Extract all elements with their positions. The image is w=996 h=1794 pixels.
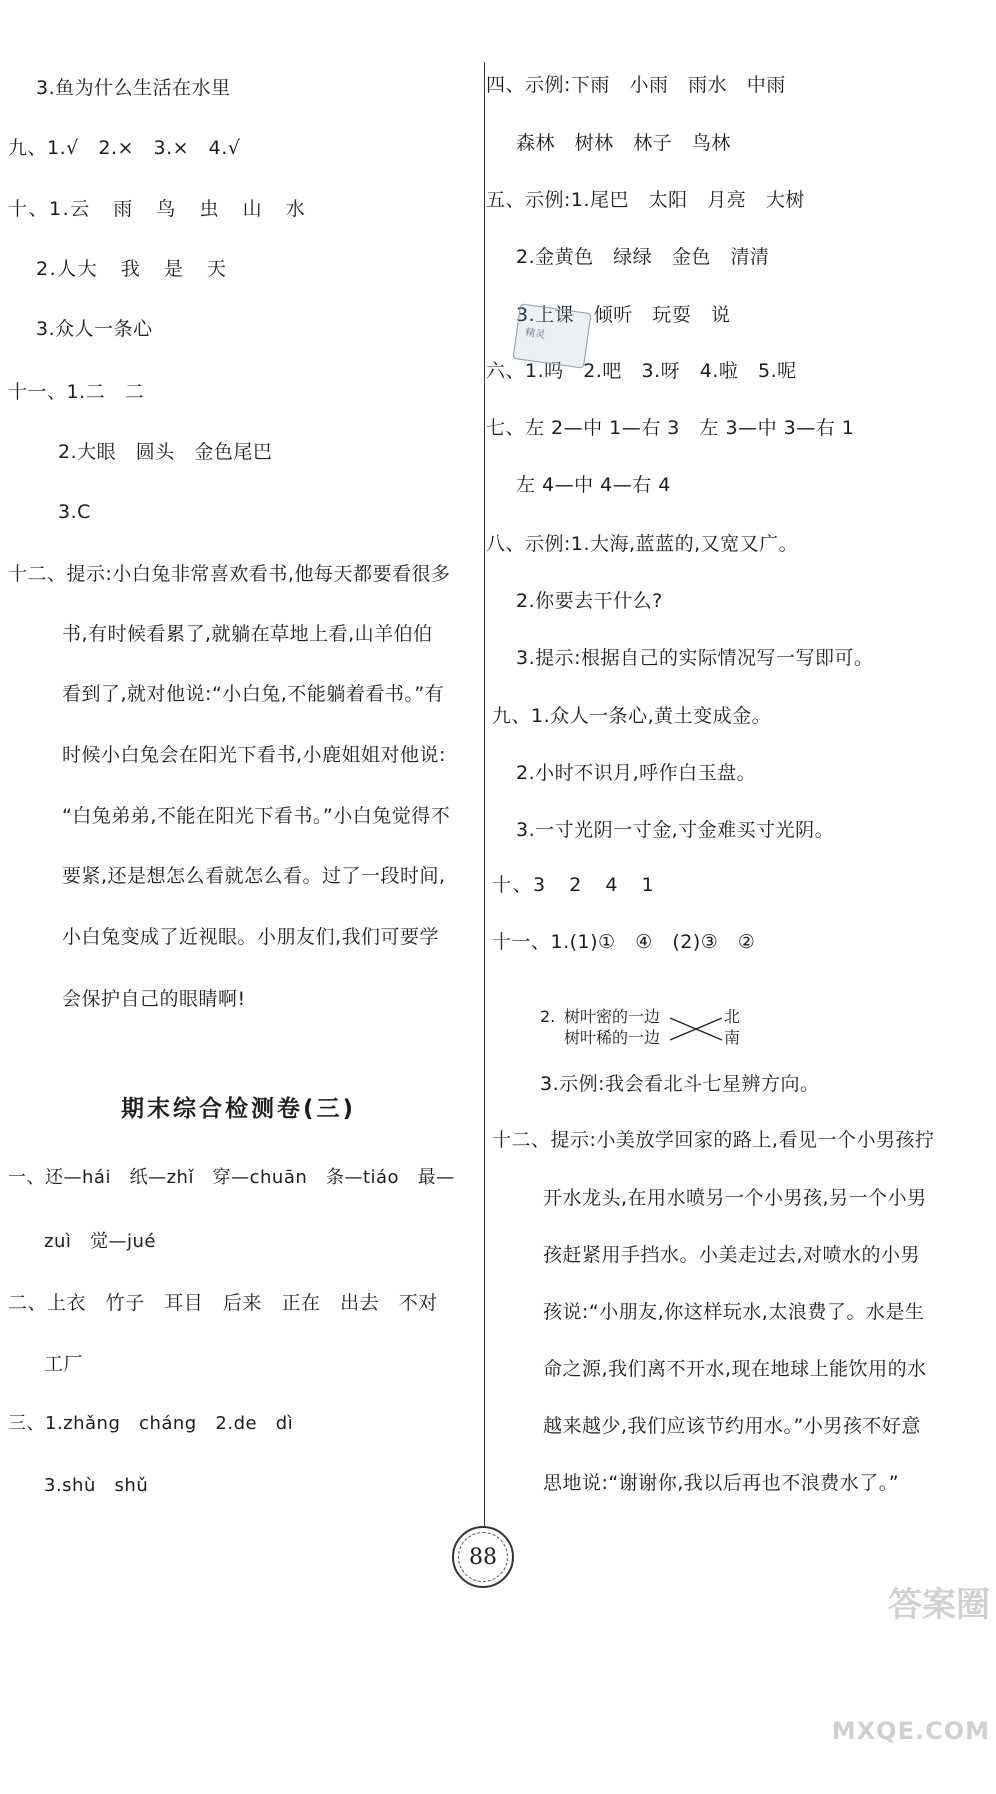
answer-line: 要紧,还是想怎么看就怎么看。过了一段时间, <box>62 865 446 887</box>
answer-line: 孩说:“小朋友,你这样玩水,太浪费了。水是生 <box>543 1301 925 1323</box>
stamp-text: 精灵 <box>524 327 546 341</box>
diagram-number: 2. <box>540 1007 556 1026</box>
answer-line: 二、上衣 竹子 耳目 后来 正在 出去 不对 <box>8 1292 438 1314</box>
answer-line: 思地说:“谢谢你,我以后再也不浪费水了。” <box>543 1472 900 1494</box>
answer-line: 3.C <box>58 501 91 523</box>
answer-line: 开水龙头,在用水喷另一个小男孩,另一个小男 <box>543 1187 927 1209</box>
answer-line: 3.一寸光阴一寸金,寸金难买寸光阴。 <box>516 819 835 841</box>
watermark <box>800 1500 990 1745</box>
answer-line: 命之源,我们离不开水,现在地球上能饮用的水 <box>543 1358 927 1380</box>
answer-line: zuì 觉—jué <box>44 1231 157 1252</box>
cross-lines-icon <box>670 1008 730 1052</box>
diagram-right-top: 北 <box>724 1007 741 1026</box>
answer-line: 2.你要去干什么? <box>516 590 663 612</box>
direction-matching-diagram <box>540 1008 760 1058</box>
answer-line: 3.众人一条心 <box>36 318 153 340</box>
answer-line: 七、左 2—中 1—右 3 左 3—中 3—右 1 <box>486 417 855 439</box>
answer-line: 书,有时候看累了,就躺在草地上看,山羊伯伯 <box>62 623 433 645</box>
answer-line: 2.大眼 圆头 金色尾巴 <box>58 441 273 463</box>
answer-line: 六、1.吗 2.吧 3.呀 4.啦 5.呢 <box>486 360 797 382</box>
answer-line: 会保护自己的眼睛啊! <box>62 988 246 1010</box>
diagram-right-bottom: 南 <box>724 1028 741 1047</box>
answer-line: 左 4—中 4—右 4 <box>516 474 671 496</box>
answer-line: 九、1.众人一条心,黄土变成金。 <box>492 705 772 727</box>
answer-line: 十二、提示:小美放学回家的路上,看见一个小男孩拧 <box>492 1129 935 1151</box>
watermark-line2: MXQE.COM <box>831 1717 990 1745</box>
answer-line: 小白兔变成了近视眼。小朋友们,我们可要学 <box>62 926 440 948</box>
answer-line: 四、示例:下雨 小雨 雨水 中雨 <box>486 74 786 96</box>
answer-line: 3.上课 倾听 玩耍 说 <box>516 304 731 326</box>
answer-line: 3.鱼为什么生活在水里 <box>36 77 231 99</box>
answer-line: 看到了,就对他说:“小白兔,不能躺着看书。”有 <box>62 683 445 705</box>
column-divider <box>484 62 485 1532</box>
answer-line: 时候小白兔会在阳光下看书,小鹿姐姐对他说: <box>62 744 446 766</box>
answer-line: “白兔弟弟,不能在阳光下看书。”小白兔觉得不 <box>62 805 451 827</box>
diagram-left-bottom: 树叶稀的一边 <box>564 1028 661 1047</box>
answer-line: 九、1.√ 2.× 3.× 4.√ <box>8 137 241 159</box>
answer-line: 工厂 <box>44 1353 84 1375</box>
stamp-mark <box>512 303 591 368</box>
watermark-line1: 答案圈 <box>888 1585 990 1625</box>
answer-line: 三、1.zhǎng cháng 2.de dì <box>8 1413 294 1434</box>
answer-line: 十、1.云 雨 鸟 虫 山 水 <box>8 198 307 220</box>
answer-line: 3.示例:我会看北斗七星辨方向。 <box>540 1073 820 1095</box>
answer-line: 十一、1.(1)① ④ (2)③ ② <box>492 931 756 953</box>
answer-line: 2.金黄色 绿绿 金色 清清 <box>516 246 770 268</box>
answer-line: 3.提示:根据自己的实际情况写一写即可。 <box>516 647 874 669</box>
answer-line: 森林 树林 林子 鸟林 <box>516 132 731 154</box>
answer-line: 一、还—hái 纸—zhǐ 穿—chuān 条—tiáo 最— <box>8 1167 455 1188</box>
answer-line: 八、示例:1.大海,蓝蓝的,又宽又广。 <box>486 533 799 555</box>
diagram-left-top: 树叶密的一边 <box>564 1007 661 1026</box>
section-title: 期末综合检测卷(三) <box>121 1096 357 1122</box>
answer-line: 十一、1.二 二 <box>8 381 145 403</box>
answer-line: 五、示例:1.尾巴 太阳 月亮 大树 <box>486 189 805 211</box>
answer-line: 十二、提示:小白兔非常喜欢看书,他每天都要看很多 <box>8 563 451 585</box>
answer-line: 越来越少,我们应该节约用水。”小男孩不好意 <box>543 1415 921 1437</box>
answer-line: 孩赶紧用手挡水。小美走过去,对喷水的小男 <box>543 1244 921 1266</box>
page-number: 88 <box>452 1526 514 1588</box>
answer-line: 3.shù shǔ <box>44 1475 149 1496</box>
answer-line: 2.小时不识月,呼作白玉盘。 <box>516 762 757 784</box>
answer-line: 十、3 2 4 1 <box>492 874 656 896</box>
answer-line: 2.人大 我 是 天 <box>36 258 228 280</box>
